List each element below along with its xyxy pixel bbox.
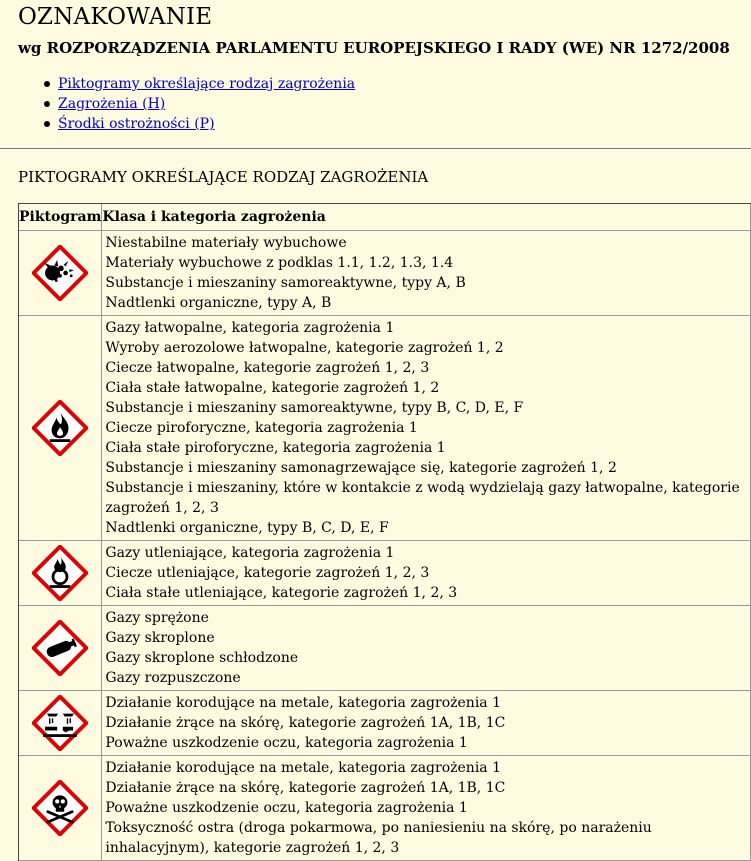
hazard-class-item: Substancje i mieszaniny samoreaktywne, typy A, B: [105, 275, 466, 291]
hazard-class-item: Substancje i mieszaniny, które w kontakcie z wodą wydzielają gazy łatwopalne, kategorie zagrożeń 1, 2, 3: [105, 480, 740, 516]
section-title: PIKTOGRAMY OKREŚLAJĄCE RODZAJ ZAGROŻENIA: [18, 168, 429, 186]
hazard-class-item: Gazy rozpuszczone: [105, 670, 241, 686]
hazard-class-item: Nadtlenki organiczne, typy B, C, D, E, F: [105, 520, 389, 536]
hazard-class-item: Gazy skroplone: [105, 630, 215, 646]
hazard-class-cell: [102, 231, 751, 316]
page-title: OZNAKOWANIE: [18, 4, 213, 30]
pictogram-cell: [19, 541, 102, 606]
hazard-class-item: Działanie żrące na skórę, kategorie zagrożeń 1A, 1B, 1C: [105, 780, 506, 796]
nav-item-precautions: [58, 114, 751, 134]
hazard-class-cell: [102, 756, 751, 861]
hazard-class-cell: [102, 606, 751, 691]
hazard-class-item: Działanie korodujące na metale, kategoria zagrożenia 1: [105, 760, 501, 776]
pictogram-cell: [19, 606, 102, 691]
hazard-class-item: Ciecze łatwopalne, kategorie zagrożeń 1, 2, 3: [105, 360, 430, 376]
header-pictogram: Piktogram: [19, 204, 102, 231]
pictogram-cell: [19, 231, 102, 316]
hazard-class-item: Gazy utleniające, kategoria zagrożenia 1: [105, 545, 395, 561]
section-divider: [0, 148, 751, 150]
hazard-class-item: Ciała stałe piroforyczne, kategoria zagrożenia 1: [105, 440, 446, 456]
nav-list: [18, 74, 751, 134]
table-row: [19, 316, 751, 541]
header-class: Klasa i kategoria zagrożenia: [102, 204, 751, 231]
table-row: [19, 231, 751, 316]
page-subtitle: wg ROZPORZĄDZENIA PARLAMENTU EUROPEJSKIEGO I RADY (WE) NR 1272/2008: [18, 39, 730, 57]
nav-item-hazards: [58, 94, 751, 114]
hazard-class-item: Poważne uszkodzenie oczu, kategoria zagrożenia 1: [105, 735, 468, 751]
hazard-class-item: Gazy łatwopalne, kategoria zagrożenia 1: [105, 320, 395, 336]
hazard-class-item: Gazy skroplone schłodzone: [105, 650, 299, 666]
exploding-bomb-icon: [32, 245, 88, 301]
hazard-class-cell: [102, 691, 751, 756]
hazard-class-item: Gazy sprężone: [105, 610, 209, 626]
hazard-class-item: Toksyczność ostra (droga pokarmowa, po naniesieniu na skórę, po narażeniu inhalacyjnym), kategorie zagrożeń 1, 2, 3: [105, 820, 652, 856]
hazard-class-item: Ciała stałe łatwopalne, kategorie zagrożeń 1, 2: [105, 380, 440, 396]
corrosion-icon: [32, 695, 88, 751]
nav-link-pictograms[interactable]: Piktogramy określające rodzaj zagrożenia: [58, 76, 356, 92]
hazard-class-item: Materiały wybuchowe z podklas 1.1, 1.2, 1.3, 1.4: [105, 255, 454, 271]
table-header-row: [19, 204, 751, 231]
hazard-class-item: Ciecze utleniające, kategorie zagrożeń 1, 2, 3: [105, 565, 430, 581]
nav-item-pictograms: [58, 74, 751, 94]
flame-over-circle-icon: [32, 545, 88, 601]
table-row: [19, 691, 751, 756]
gas-cylinder-icon: [32, 620, 88, 676]
nav-link-precautions[interactable]: Środki ostrożności (P): [58, 116, 215, 132]
hazard-class-item: Wyroby aerozolowe łatwopalne, kategorie zagrożeń 1, 2: [105, 340, 504, 356]
pictogram-cell: [19, 316, 102, 541]
hazard-class-item: Poważne uszkodzenie oczu, kategoria zagrożenia 1: [105, 800, 468, 816]
pictogram-table: [18, 203, 751, 861]
pictogram-cell: [19, 756, 102, 861]
hazard-class-cell: [102, 541, 751, 606]
hazard-class-item: Substancje i mieszaniny samonagrzewające się, kategorie zagrożeń 1, 2: [105, 460, 617, 476]
hazard-class-item: Nadtlenki organiczne, typy A, B: [105, 295, 332, 311]
hazard-class-item: Ciała stałe utleniające, kategorie zagrożeń 1, 2, 3: [105, 585, 458, 601]
hazard-class-item: Działanie żrące na skórę, kategorie zagrożeń 1A, 1B, 1C: [105, 715, 506, 731]
table-row: [19, 541, 751, 606]
nav-link-hazards[interactable]: Zagrożenia (H): [58, 96, 166, 112]
hazard-class-cell: [102, 316, 751, 541]
hazard-class-item: Ciecze piroforyczne, kategoria zagrożenia 1: [105, 420, 418, 436]
table-row: [19, 756, 751, 861]
hazard-class-item: Substancje i mieszaniny samoreaktywne, typy B, C, D, E, F: [105, 400, 524, 416]
skull-crossbones-icon: [32, 780, 88, 836]
hazard-class-item: Niestabilne materiały wybuchowe: [105, 235, 347, 251]
flame-icon: [32, 400, 88, 456]
hazard-class-item: Działanie korodujące na metale, kategoria zagrożenia 1: [105, 695, 501, 711]
pictogram-cell: [19, 691, 102, 756]
table-row: [19, 606, 751, 691]
